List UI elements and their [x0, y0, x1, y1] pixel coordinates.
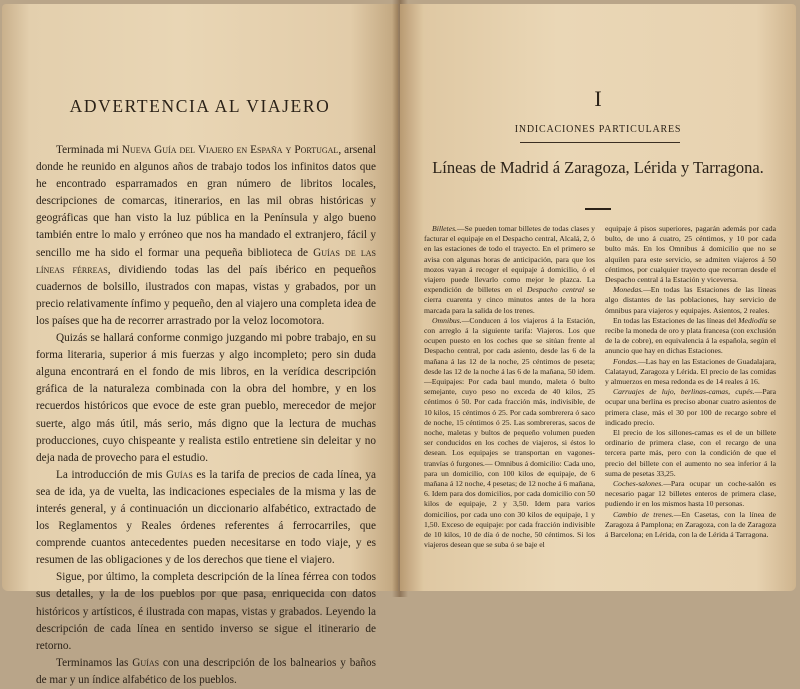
- left-body-text: [36, 142, 376, 689]
- column-paragraph: En todas las Estaciones de las líneas del Mediodía se recibe la moneda de oro y plata francesa (con exclusión de la de cobre), en equivalencia á la española, según el anuncio que hay en dichas Estaciones.: [605, 315, 776, 356]
- left-paragraph: Terminamos las Guías con una descripción de los balnearios y baños de mar y un índice alfabético de los pueblos.: [36, 656, 376, 686]
- column-paragraph: Omnibus.—Conducen á los viajeros á la Estación, con arreglo á la siguiente tarifa: Viajeros. Los que ocupen puesto en los coches que se sitúan frente al Despacho central, por cada asiento, desde las 6 de la mañana á las 12 de la noche, 25 céntimos de peseta; desde las 12 de la noche á las 6 de la mañana, 50 idem. —Equipajes: Por cada baul mundo, maleta ó bulto semejante, cuyo peso no exceda de 40 kilos, 25 céntimos ó 50. Por cada fracción más, indivisible, de 10 kilos, 15 céntimos ó 25. Por cada sombrerera ó saco de noche, 15 céntimos ó 25. Las sombrereras, sacos de noche, maletas y bultos de pequeño volumen pueden ser conducidos en los coches de viajeros, si éstos lo desean. Los equipajes se transportan en vagones-tranvías ó furgones.— Omnibus á domicilio: Cada uno, para un domicilio, con 100 kilos de equipaje, de 6 mañana á 12 noche, 4 pesetas; de 12 noche á 6 mañana, 6. Idem para dos domicilios, por cada domicilio con 50 kilos de equipaje, 2 y 3,50. Idem para varios domicilios, por cada uno con 30 kilos de equipaje, 1 y 1,50. Exceso de equipaje: por cada fracción indivisible de 10 kilos, 10 de día ó de noche, 50 céntimos. Si los viajeros desean que se suba ó se baje el: [424, 315, 595, 550]
- right-page: [400, 4, 796, 591]
- text-columns: [424, 224, 776, 598]
- text-column-left: [424, 224, 595, 598]
- column-paragraph: El precio de los sillones-camas es el de un billete ordinario de primera clase, con el recargo de una tercera parte más, pero con la condición de que el precio del billete con el aumento no sea inferior á la suma de pesetas 33,25.: [605, 428, 776, 478]
- column-paragraph: equipaje á pisos superiores, pagarán además por cada bulto, de uno á cuatro, 25 céntimos, y 10 por cada bulto más. En los Omnibus á domicilio que no se alquilen para este servicio, se admiten viajeros á 50 céntimos, por cualquier trayecto que recorran desde el Despacho central á la Estación y viceversa.: [605, 224, 776, 285]
- column-paragraph: Billetes.—Se pueden tomar billetes de todas clases y facturar el equipaje en el Despacho central, Alcalá, 2, ó en las estaciones de todo el trayecto. En el primero se avisa con algunas horas de anticipación, para que los mozos vayan á recoger el equipaje á domicilio, ó el viajero puede llevarlo como mejor le plazca. La expendición de billetes en el Despacho central se cierra cuarenta y cinco minutos antes de la hora marcada para la salida de los trenes.: [424, 224, 595, 315]
- left-paragraph: La introducción de mis Guías es la tarifa de precios de cada línea, ya sea de ida, ya de vuelta, las indicaciones especiales de la misma y las de interés general, y á continuación un diccionario alfabético, extractado de los Reglamentos y Reales órdenes referentes á ferrocarriles, que comprende cuantos antecedentes pueden necesitarse en todo viaje, y es resumen de las obligaciones y de los derechos que tiene el viajero.: [36, 468, 376, 567]
- left-page: [2, 4, 398, 686]
- left-paragraph: Terminada mi Nueva Guía del Viajero en España y Portugal, arsenal donde he reunido en algunos años de trabajo todos los infinitos datos que he encontrado esparramados en gran número de libritos locales, descripciones de comarcas, itinerarios, en las mil obras históricas y geográficas que han visto la luz pública en la Península y algo bueno también entre lo malo y erróneo que nos ha mandado el extranjero, fácil y sencillo me ha sido el formar una pequeña biblioteca de Guías de las líneas férreas, dividiendo todas las del país ibérico en pequeños cuadernos de bolsillo, ilustrados con mapas, vistas y grabados, por un precio relativamente ínfimo y pequeño, den al viajero una completa idea de los países que ha de recorrer arrastrado por la veloz locomotora.: [36, 144, 377, 327]
- column-paragraph: Carruajes de lujo, berlinas-camas, cupés.—Para ocupar una berlina es preciso abonar cuatro asientos de primera clase, más el 30 por 100 de recargo sobre el indicado precio.: [605, 387, 776, 427]
- column-paragraph: Cambio de trenes.—En Casetas, con la línea de Zaragoza á Pamplona; en Zaragoza, con la de Zaragoza á Barcelona; en Lérida, con la de Lérida á Tarragona.: [605, 509, 776, 540]
- column-paragraph: Coches-salones.—Para ocupar un coche-salón es necesario pagar 12 billetes enteros de primera clase, pudiendo ir en los mismos hasta 10 personas.: [605, 479, 776, 509]
- section-title: INDICACIONES PARTICULARES: [514, 124, 682, 135]
- chapter-numeral: I: [594, 86, 602, 111]
- column-paragraph: Fondas.—Las hay en las Estaciones de Guadalajara, Calatayud, Zaragoza y Lérida. El precio de las comidas y almuerzos en mesa redonda es de 14 reales á 16.: [605, 356, 776, 387]
- left-paragraph: Sigue, por último, la completa descripción de la línea férrea con todos sus detalles, y la de los pueblos por que pasa, enriquecida con datos históricos y artísticos, é ilustrada con mapas, vistas y grabados. Leyendo la descripción de cada línea en sentido inverso se sigue el itinerario de retorno.: [36, 571, 376, 652]
- text-column-right: [605, 224, 776, 598]
- left-paragraph: Quizás se hallará conforme conmigo juzgando mi pobre trabajo, en su forma literaria, superior á mis fuerzas y algo incompleto; pero sin duda alguna encontrará en el fondo de mis libros, en la verídica descripción gráfica de la naturaleza combinada con la obra del hombre, y en los recuerdos históricos que evoce de este gran pueblo, merecedor de mejor suerte, algo más útil, más serio, más digno que la lectura de muchas producciones, cuyo chispeante y realista estilo entretiene sin deleitar y no deja nada de provecho para el estudio.: [36, 332, 376, 464]
- route-heading: Líneas de Madrid á Zaragoza, Lérida y Tarragona.: [432, 158, 764, 177]
- section-rule: [520, 142, 680, 143]
- heading-dash: [585, 208, 611, 210]
- column-paragraph: Monedas.—En todas las Estaciones de las líneas algo distantes de las poblaciones, hay servicio de ómnibus para viajeros y equipajes. Asientos, 2 reales.: [605, 285, 776, 315]
- page-title: ADVERTENCIA AL VIAJERO: [69, 96, 331, 116]
